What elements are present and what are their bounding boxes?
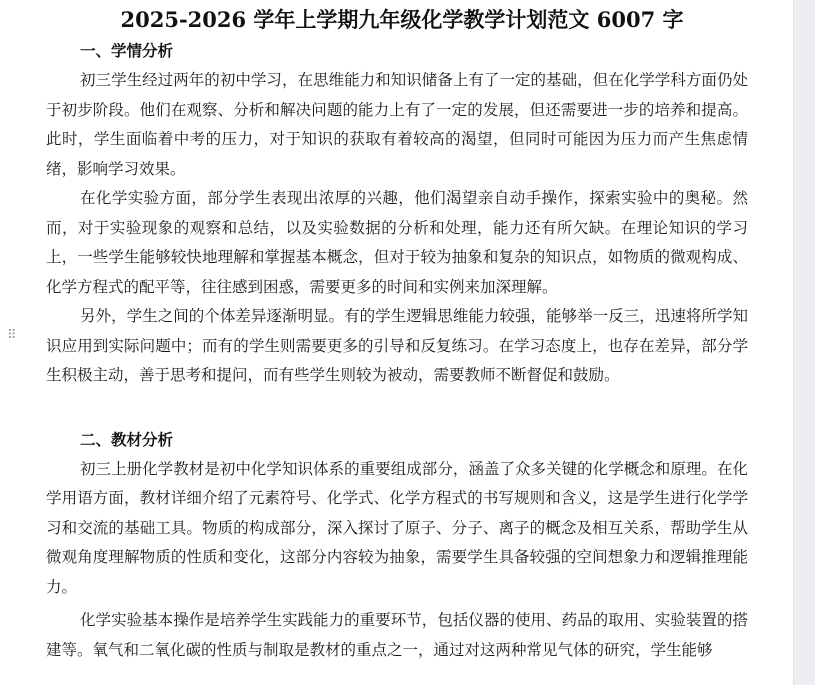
section-heading: 二、教材分析 [80,430,174,449]
paragraph: 初三上册化学教材是初中化学知识体系的重要组成部分，涵盖了众多关键的化学概念和原理。在化学用语方面，教材详细介绍了元素符号、化学式、化学方程式的书写规则和含义，这是学生进行化学学习和交流的基础工具。物质的构成部分，深入探讨了原子、分子、离子的概念及相互关系，帮助学生从微观角度理解物质的性质和变化，这部分内容较为抽象，需要学生具备较强的空间想象力和逻辑推理能力。 [46,459,748,596]
section-heading: 一、学情分析 [80,42,174,60]
document-content [46,4,748,665]
drag-handle-icon[interactable]: ⠿ [7,328,16,343]
paragraph: 化学实验基本操作是培养学生实践能力的重要环节，包括仪器的使用、药品的取用、实验装置的搭建等。氧气和二氧化碳的性质与制取是教材的重点之一，通过对这两种常见气体的研究，学生能够 [46,611,748,659]
paragraph: 初三学生经过两年的初中学习，在思维能力和知识储备上有了一定的基础，但在化学学科方面仍处于初步阶段。他们在观察、分析和解决问题的能力上有了一定的发展，但还需要进一步的培养和提高。此时，学生面临着中考的压力，对于知识的获取有着较高的渴望，但同时可能因为压力而产生焦虑情绪，影响学习效果。 [46,71,748,178]
section-textbook-analysis [46,425,748,666]
paragraph: 在化学实验方面，部分学生表现出浓厚的兴趣，他们渴望亲自动手操作，探索实验中的奥秘。然而，对于实验现象的观察和总结，以及实验数据的分析和处理，能力还有所欠缺。在理论知识的学习上，一些学生能够较快地理解和掌握基本概念，但对于较为抽象和复杂的知识点，如物质的微观构成、化学方程式的配平等，往往感到困惑，需要更多的时间和实例来加深理解。 [46,189,748,296]
right-scroll-gutter[interactable] [793,0,815,685]
blank-line [46,391,748,425]
paragraph: 另外，学生之间的个体差异逐渐明显。有的学生逻辑思维能力较强，能够举一反三，迅速将所学知识应用到实际问题中；而有的学生则需要更多的引导和反复练习。在学习态度上，也存在差异，部分学生积极主动，善于思考和提问，而有些学生则较为被动，需要教师不断督促和鼓励。 [46,307,748,384]
document-title: 2025-2026 学年上学期九年级化学教学计划范文 6007 字 [120,7,684,32]
section-student-analysis [46,36,748,391]
